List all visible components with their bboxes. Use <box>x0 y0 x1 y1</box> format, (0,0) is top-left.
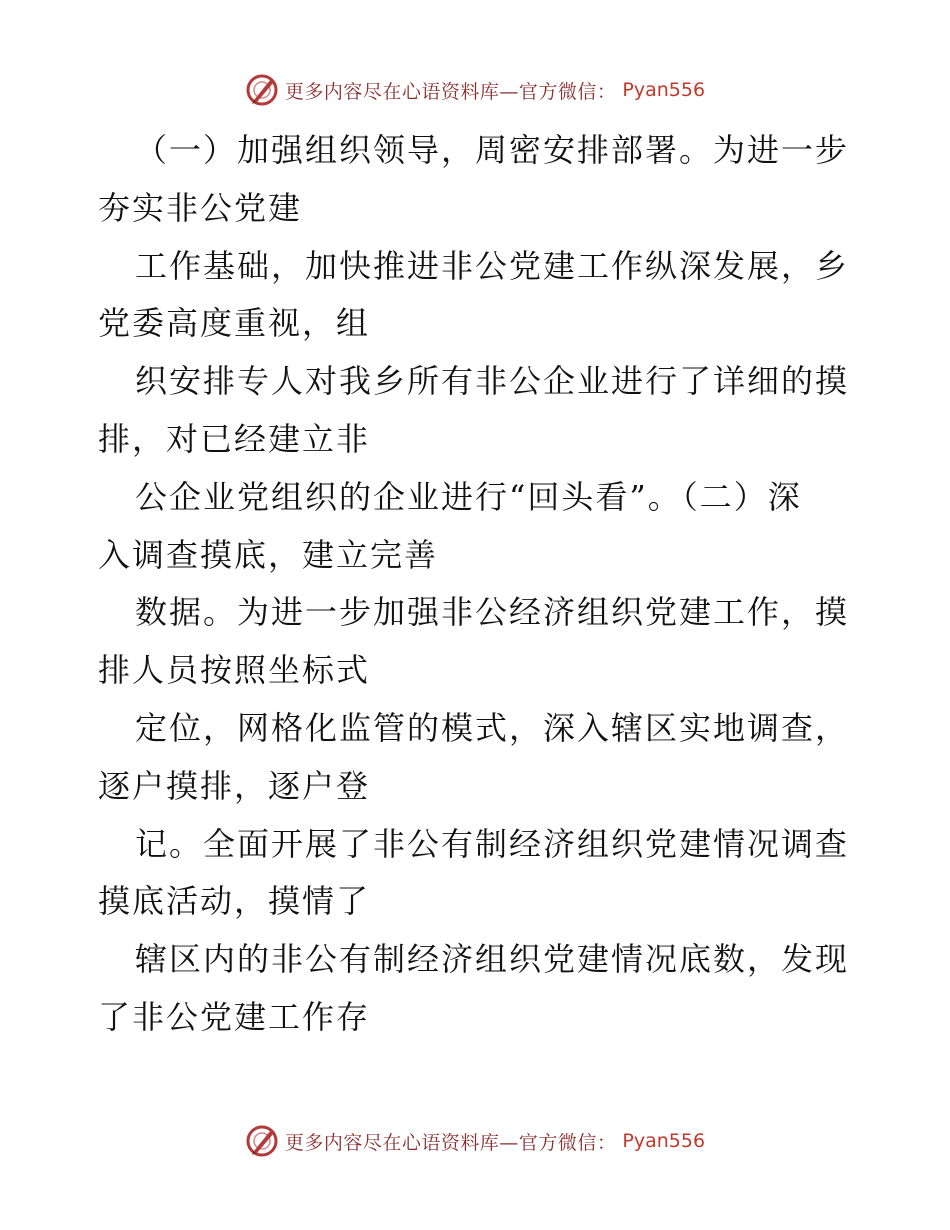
paragraph-line: 入调查摸底，建立完善 <box>98 535 439 574</box>
paragraph <box>98 584 858 700</box>
paragraph <box>98 122 858 238</box>
paragraph <box>98 700 858 816</box>
quill-pen-logo-icon <box>245 73 279 107</box>
paragraph-line: 定位，网格化监管的模式，深入辖区实地调查， <box>135 708 850 747</box>
paragraph-line: 逐户摸排，逐户登 <box>98 766 371 805</box>
paragraph-line: 了非公党建工作存 <box>98 997 371 1036</box>
paragraph-line: 工作基础，加快推进非公党建工作纵深发展，乡 <box>135 246 850 285</box>
quill-pen-logo-icon <box>245 1124 279 1158</box>
banner-text: 更多内容尽在心语资料库—官方微信： <box>284 1131 617 1154</box>
document-body <box>98 122 858 1047</box>
paragraph-line: 夯实非公党建 <box>98 188 303 227</box>
paragraph-line: 排人员按照坐标式 <box>98 651 371 690</box>
banner-wechat-id: Pyan556 <box>622 79 706 101</box>
paragraph-line: 织安排专人对我乡所有非公企业进行了详细的摸 <box>135 362 850 401</box>
paragraph-line: 排，对已经建立非 <box>98 419 371 458</box>
header-banner <box>0 70 950 110</box>
paragraph <box>98 931 858 1047</box>
paragraph <box>98 469 858 585</box>
paragraph-line: 党委高度重视，组 <box>98 304 371 343</box>
paragraph <box>98 353 858 469</box>
paragraph-line: （一）加强组织领导，周密安排部署。为进一步 <box>135 131 850 169</box>
paragraph <box>98 816 858 932</box>
paragraph-line: 公企业党组织的企业进行“回头看”。（二）深 <box>135 477 802 516</box>
paragraph-line: 记。全面开展了非公有制经济组织党建情况调查 <box>135 824 850 863</box>
banner-wechat-id: Pyan556 <box>622 1130 706 1152</box>
paragraph-line: 摸底活动，摸情了 <box>98 882 371 921</box>
banner-text: 更多内容尽在心语资料库—官方微信： <box>284 80 617 103</box>
footer-banner <box>0 1121 950 1161</box>
paragraph-line: 辖区内的非公有制经济组织党建情况底数，发现 <box>135 940 850 979</box>
paragraph-line: 数据。为进一步加强非公经济组织党建工作，摸 <box>135 593 850 632</box>
paragraph <box>98 238 858 354</box>
